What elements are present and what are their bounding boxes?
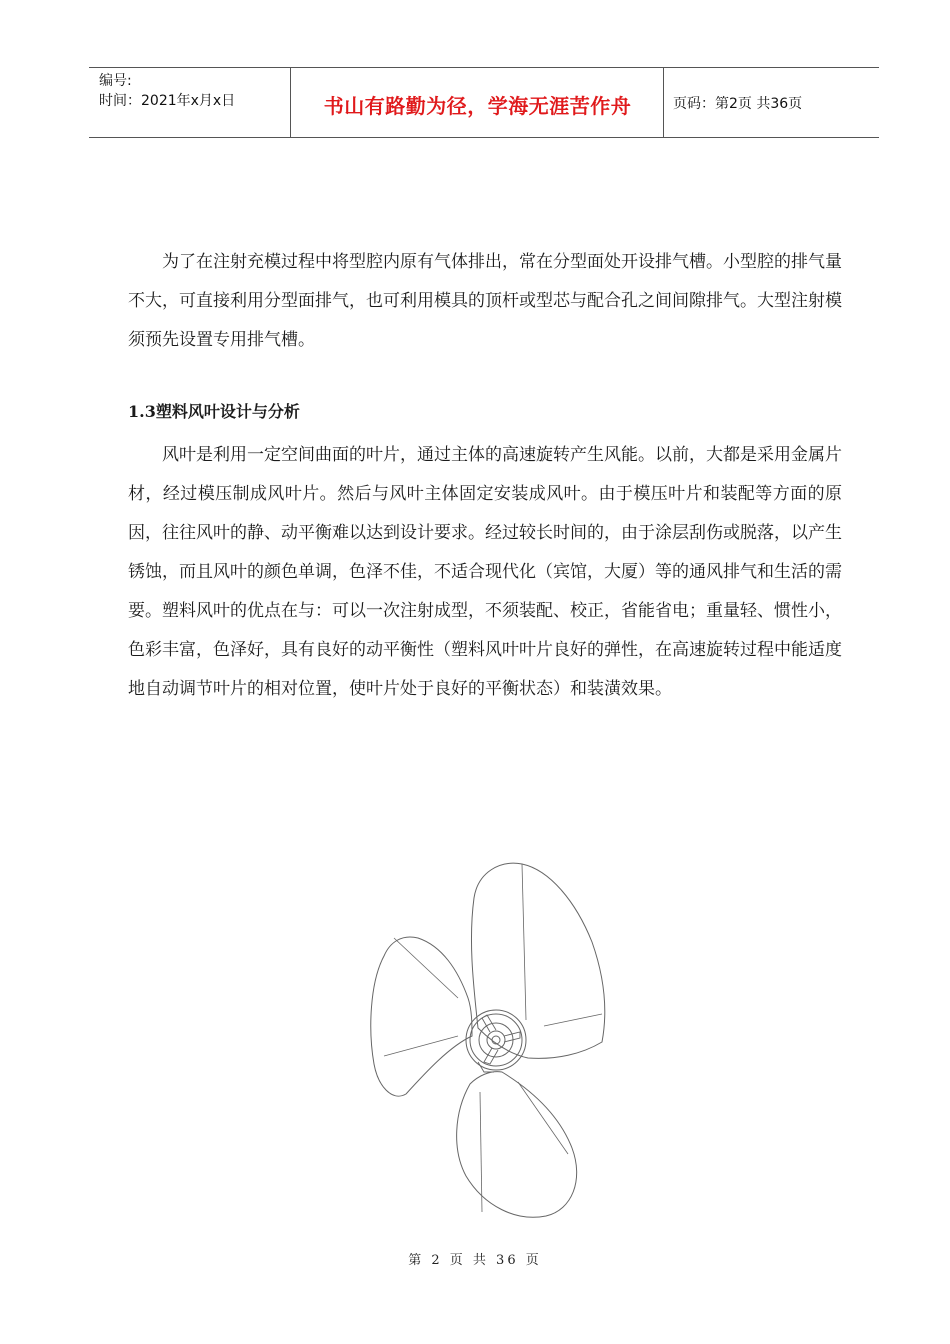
fan-blade-drawing-icon: [360, 850, 620, 1220]
fan-blade-figure: [360, 850, 620, 1220]
paragraph-fan-blade: 风叶是利用一定空间曲面的叶片，通过主体的高速旋转产生风能。以前，大都是采用金属片材，经过模压制成风叶片。然后与风叶主体固定安装成风叶。由于模压叶片和装配等方面的原因，往往风叶的静、动平衡难以达到设计要求。经过较长时间的，由于涂层刮伤或脱落，以产生锈蚀，而且风叶的颜色单调，色泽不佳，不适合现代化（宾馆，大厦）等的通风排气和生活的需要。塑料风叶的优点在与：可以一次注射成型，不须装配、校正，省能省电；重量轻、惯性小，色彩丰富，色泽好，具有良好的动平衡性（塑料风叶叶片良好的弹性，在高速旋转过程中能适度地自动调节叶片的相对位置，使叶片处于良好的平衡状态）和装潢效果。: [128, 445, 842, 699]
page-footer: 第 2 页 共 36 页: [408, 1253, 542, 1268]
header-page-info: 页码：第2页 共36页: [673, 96, 803, 112]
document-time: 时间：2021年x月x日: [99, 93, 236, 109]
header-motto: 书山有路勤为径，学海无涯苦作舟: [323, 94, 632, 118]
page-header: [89, 67, 879, 138]
section-heading: 1.3塑料风叶设计与分析: [128, 402, 300, 421]
header-divider-right: [663, 68, 664, 137]
document-number-label: 编号:: [99, 73, 132, 89]
paragraph-exhaust: 为了在注射充模过程中将型腔内原有气体排出，常在分型面处开设排气槽。小型腔的排气量不大，可直接利用分型面排气，也可利用模具的顶杆或型芯与配合孔之间间隙排气。大型注射模须预先设置专用排气槽。: [128, 252, 842, 350]
header-meta: [99, 71, 235, 111]
header-divider-left: [290, 68, 291, 137]
